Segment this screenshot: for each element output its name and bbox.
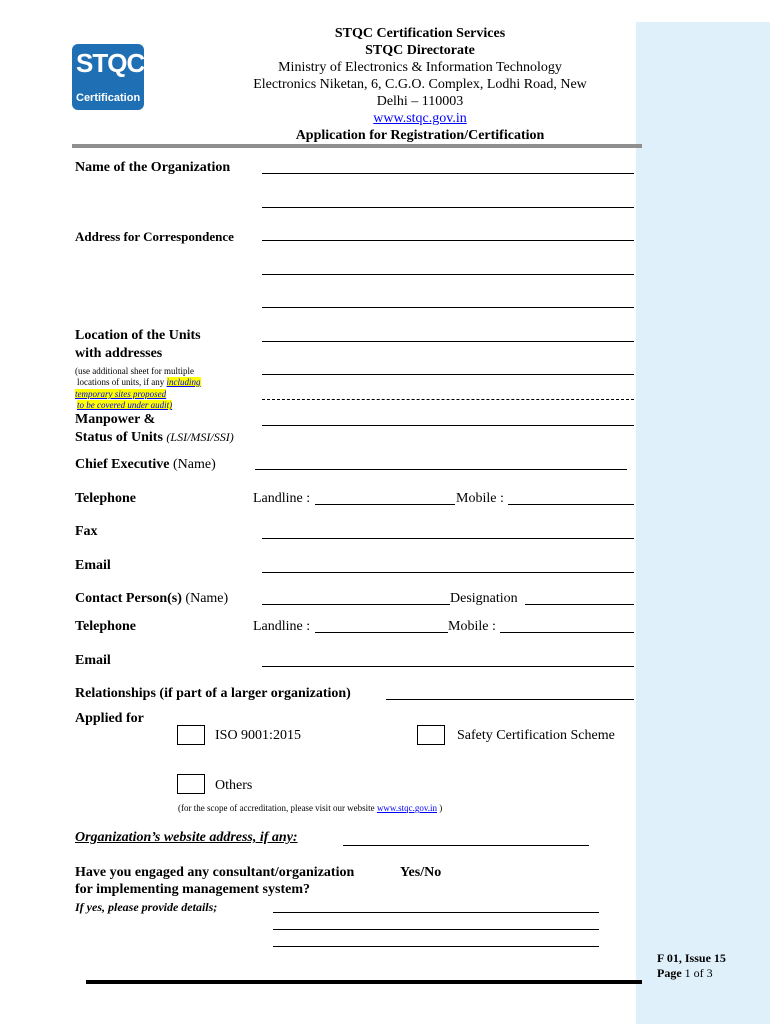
manpower-status-hint: (LSI/MSI/SSI) [166,430,234,444]
others-checkbox[interactable] [177,774,205,794]
manpower-label-1: Manpower & [75,412,156,427]
scope-note-end: ) [437,803,443,813]
logo-top-text: STQC [76,48,144,78]
header-org: STQC Certification Services [334,26,506,41]
header-divider [72,144,642,148]
address-label: Address for Correspondence [75,229,234,244]
location-field-3[interactable] [262,399,634,400]
location-note-highlight-3: to be covered under audit) [77,400,173,410]
mobile-label-2: Mobile : [448,619,496,634]
iso-checkbox[interactable] [177,725,205,745]
address-field-1[interactable] [262,240,634,241]
yes-no-option[interactable]: Yes/No [400,865,442,880]
iso-label: ISO 9001:2015 [215,728,301,743]
landline-field-2[interactable] [315,632,448,633]
if-yes-label: If yes, please provide details; [75,900,218,914]
details-field-1[interactable] [273,912,599,913]
email-field-2[interactable] [262,666,634,667]
consultant-question-1: Have you engaged any consultant/organization [75,865,355,880]
safety-label: Safety Certification Scheme [457,728,615,743]
scope-website-link[interactable]: www.stqc.gov.in [376,803,438,813]
mobile-field-2[interactable] [500,632,634,633]
landline-label: Landline : [253,491,311,506]
safety-checkbox[interactable] [417,725,445,745]
manpower-label-2: Status of Units [75,430,163,445]
chief-field[interactable] [255,469,627,470]
address-field-2[interactable] [262,274,634,275]
telephone-label-2: Telephone [75,619,136,634]
email-label-2: Email [75,653,111,668]
header-address-2: Delhi – 110003 [376,94,464,109]
mobile-field[interactable] [508,504,634,505]
fax-field[interactable] [262,538,634,539]
footer-rule [86,980,642,984]
details-field-3[interactable] [273,946,599,947]
details-field-2[interactable] [273,929,599,930]
header-ministry: Ministry of Electronics & Information Technology [278,60,562,75]
website-field[interactable] [343,845,589,846]
location-note-1: (use additional sheet for multiple [75,366,194,376]
org-name-label: Name of the Organization [75,160,231,175]
side-panel [636,22,770,1024]
email-label: Email [75,558,111,573]
form-number: F 01, Issue 15 [657,951,726,965]
others-label: Others [215,778,253,793]
org-name-field-2[interactable] [262,207,634,208]
landline-field[interactable] [315,504,455,505]
mobile-label: Mobile : [456,491,504,506]
location-note-2: locations of units, if any [77,377,167,387]
manpower-field[interactable] [262,425,634,426]
header-address-1: Electronics Niketan, 6, C.G.O. Complex, Lodhi Road, New [253,77,587,92]
logo-bottom-text: Certification [76,92,141,104]
location-field-1[interactable] [262,341,634,342]
designation-field[interactable] [525,604,634,605]
contact-name-hint: (Name) [185,591,229,606]
contact-field[interactable] [262,604,450,605]
form-title: Application for Registration/Certification [295,128,545,143]
location-label-1: Location of the Units [75,328,201,343]
location-note-highlight-2: temporary sites proposed [75,389,167,399]
scope-note: (for the scope of accreditation, please visit our website [178,803,377,813]
landline-label-2: Landline : [253,619,311,634]
relationships-field[interactable] [386,699,634,700]
applied-for-label: Applied for [75,711,144,726]
chief-name-hint: (Name) [172,457,216,472]
email-field[interactable] [262,572,634,573]
relationships-label: Relationships (if part of a larger organization) [75,686,351,701]
page-number: 1 [684,966,691,980]
location-label-2: with addresses [75,346,163,361]
page-label: Page [657,966,682,980]
location-field-2[interactable] [262,374,634,375]
location-note-highlight-1: including [166,377,201,387]
header-directorate: STQC Directorate [365,43,475,58]
page-total: of 3 [693,966,713,980]
designation-label: Designation [450,591,518,606]
stqc-logo [72,44,144,110]
contact-label: Contact Person(s) [75,591,182,606]
org-name-field[interactable] [262,173,634,174]
consultant-question-2: for implementing management system? [75,882,310,897]
website-question: Organization’s website address, if any: [75,830,298,845]
address-field-3[interactable] [262,307,634,308]
fax-label: Fax [75,524,98,539]
chief-label: Chief Executive [75,457,170,472]
header-website-link[interactable]: www.stqc.gov.in [373,111,467,126]
telephone-label: Telephone [75,491,136,506]
